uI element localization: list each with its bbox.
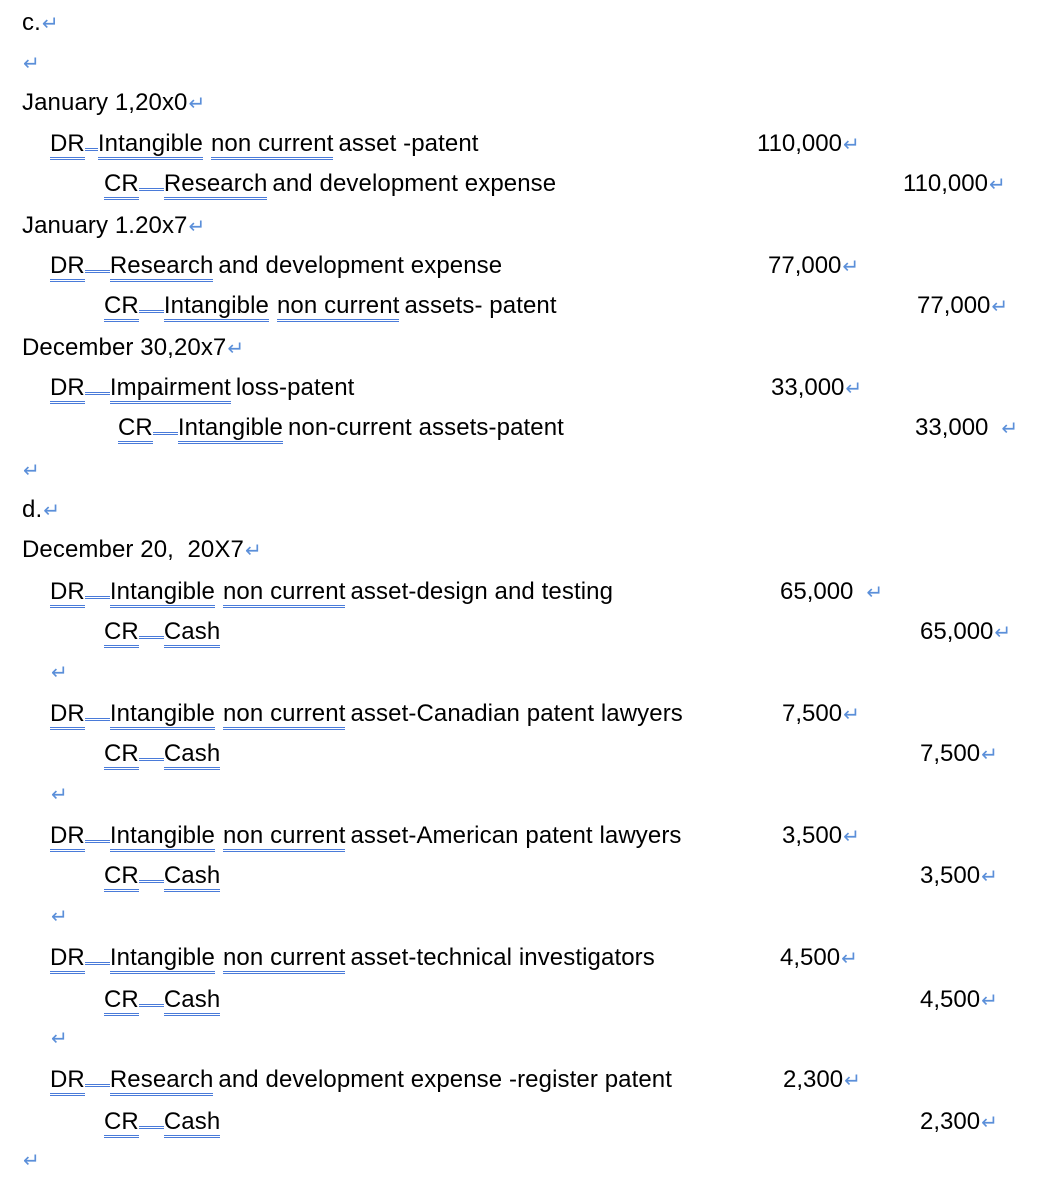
blank-line <box>22 1140 40 1180</box>
journal-line-credit: CR Cash <box>104 980 220 1020</box>
journal-line-debit: DR Intangible non current asset-Canadian patent lawyers <box>50 694 683 734</box>
journal-line-credit: CR Cash <box>104 856 220 896</box>
journal-line-credit: CR Intangible non-current assets-patent <box>118 408 564 448</box>
paragraph-mark-icon: ↵ <box>988 174 1006 196</box>
paragraph-mark-icon: ↵ <box>981 744 998 766</box>
paragraph-mark-icon: ↵ <box>23 1150 40 1172</box>
paragraph-mark-icon: ↵ <box>994 622 1012 644</box>
journal-line-debit: DR Research and development expense -register patent <box>50 1060 672 1100</box>
paragraph-mark-icon: ↵ <box>843 826 860 848</box>
debit-amount: 65,000 ↵ <box>780 578 884 605</box>
paragraph-mark-icon: ↵ <box>981 1112 998 1134</box>
section-label-c: c.↵ <box>22 9 59 36</box>
paragraph-mark-icon: ↵ <box>844 1070 861 1092</box>
entry-date: January 1,20x0↵ <box>22 89 206 116</box>
paragraph-mark-icon: ↵ <box>1001 418 1019 440</box>
credit-amount: 4,500↵ <box>920 986 998 1013</box>
paragraph-mark-icon: ↵ <box>188 216 206 238</box>
blank-line <box>22 450 40 490</box>
entry-date: December 30,20x7↵ <box>22 334 245 361</box>
paragraph-mark-icon: ↵ <box>244 540 262 562</box>
paragraph-mark-icon: ↵ <box>51 1028 68 1050</box>
blank-line <box>50 652 68 692</box>
paragraph-mark-icon: ↵ <box>845 378 863 400</box>
debit-amount: 7,500↵ <box>782 700 860 727</box>
credit-amount: 110,000↵ <box>903 170 1006 197</box>
credit-amount: 7,500↵ <box>920 740 998 767</box>
credit-amount: 65,000↵ <box>920 618 1012 645</box>
paragraph-mark-icon: ↵ <box>51 662 68 684</box>
entry-date: December 20, 20X7↵ <box>22 536 262 563</box>
debit-amount: 2,300↵ <box>783 1066 861 1093</box>
credit-amount: 33,000 ↵ <box>915 414 1019 441</box>
paragraph-mark-icon: ↵ <box>51 906 68 928</box>
journal-line-debit: DR Intangible non current asset -patent <box>50 124 479 164</box>
entry-date: January 1.20x7↵ <box>22 212 206 239</box>
paragraph-mark-icon: ↵ <box>188 93 206 115</box>
paragraph-mark-icon: ↵ <box>841 948 858 970</box>
paragraph-mark-icon: ↵ <box>843 704 860 726</box>
journal-line-credit: CR Cash <box>104 1102 220 1142</box>
debit-amount: 3,500↵ <box>782 822 860 849</box>
journal-line-credit: CR Cash <box>104 734 220 774</box>
journal-line-debit: DR Intangible non current asset-design and testing <box>50 572 613 612</box>
blank-line <box>50 896 68 936</box>
paragraph-mark-icon: ↵ <box>981 990 998 1012</box>
paragraph-mark-icon: ↵ <box>842 134 860 156</box>
paragraph-mark-icon: ↵ <box>43 500 61 522</box>
credit-amount: 3,500↵ <box>920 862 998 889</box>
debit-amount: 4,500↵ <box>780 944 858 971</box>
blank-line <box>50 774 68 814</box>
blank-line <box>22 43 40 83</box>
section-label-d: d.↵ <box>22 496 61 523</box>
paragraph-mark-icon: ↵ <box>981 866 998 888</box>
journal-line-credit: CR Cash <box>104 612 220 652</box>
paragraph-mark-icon: ↵ <box>842 256 860 278</box>
credit-amount: 2,300↵ <box>920 1108 998 1135</box>
paragraph-mark-icon: ↵ <box>23 460 40 482</box>
paragraph-mark-icon: ↵ <box>227 338 245 360</box>
credit-amount: 77,000↵ <box>917 292 1009 319</box>
journal-line-credit: CR Intangible non current assets- patent <box>104 286 557 326</box>
paragraph-mark-icon: ↵ <box>866 582 884 604</box>
journal-line-credit: CR Research and development expense <box>104 164 556 204</box>
debit-amount: 33,000↵ <box>771 374 863 401</box>
journal-line-debit: DR Research and development expense <box>50 246 502 286</box>
debit-amount: 110,000↵ <box>757 130 860 157</box>
paragraph-mark-icon: ↵ <box>41 13 59 35</box>
paragraph-mark-icon: ↵ <box>23 53 40 75</box>
journal-line-debit: DR Intangible non current asset-American patent lawyers <box>50 816 682 856</box>
journal-line-debit: DR Intangible non current asset-technical investigators <box>50 938 655 978</box>
debit-amount: 77,000↵ <box>768 252 860 279</box>
journal-line-debit: DR Impairment loss-patent <box>50 368 354 408</box>
blank-line <box>50 1018 68 1058</box>
paragraph-mark-icon: ↵ <box>991 296 1009 318</box>
paragraph-mark-icon: ↵ <box>51 784 68 806</box>
